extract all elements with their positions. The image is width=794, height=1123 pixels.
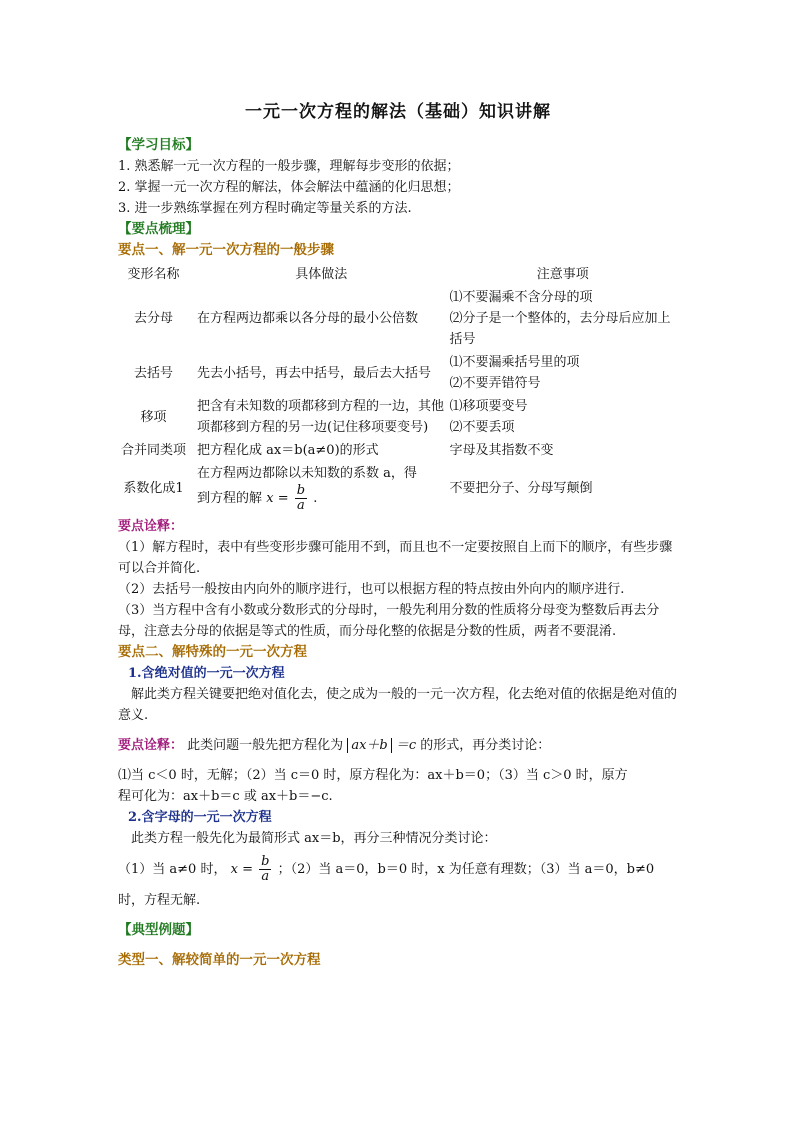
note-label: 要点诠释： [118,519,184,534]
point1-heading: 要点一、解一元一次方程的一般步骤 [118,242,334,258]
step-note: ⑵分子是一个整体的，去分母后应加上括号 [449,311,671,347]
step-method-line: 在方程两边都除以未知数的系数 a，得 [197,466,417,481]
step-notes [447,395,678,439]
case-line: ⑴当 c＜0 时，无解；（2）当 c＝0 时，原方程化为：ax＋b＝0；（3）当 c＞0 时，原方 [118,768,628,783]
sub1-note [118,735,678,756]
type1-heading: 类型一、解较简单的一元一次方程 [118,952,321,968]
step-note: ⑵不要丢项 [449,420,515,435]
step-method: 先去小括号，再去中括号，最后去大括号 [197,365,432,381]
absolute-value-expression: ax＋b [347,738,391,753]
variable-x: x [266,491,274,506]
equals-c: ＝c [395,738,417,753]
step-name: 去括号 [134,365,174,381]
step-name: 系数化成1 [123,480,184,496]
table-row [118,286,678,351]
step-notes [447,439,678,462]
step-note: ⑴不要漏乘括号里的项 [449,355,580,370]
fraction-b-over-a [259,855,271,884]
step-name: 合并同类项 [121,443,187,458]
fraction-denominator: a [261,869,270,884]
note-paragraph: （2）去括号一般按由内向外的顺序进行，也可以根据方程的特点按由外向内的顺序进行. [118,582,625,597]
step-method-line [197,484,445,513]
examples-heading: 【典型例题】 [118,922,199,938]
goals-heading: 【学习目标】 [118,137,199,153]
case-line: 程可化为：ax＋b＝c 或 ax＋b＝−c. [118,789,333,804]
sub1-heading: 1.含绝对值的一元一次方程 [128,666,285,681]
step-notes [447,462,678,514]
step-notes [447,351,678,395]
step-name: 去分母 [134,311,174,326]
step-note: 字母及其指数不变 [449,443,554,458]
fraction-numerator: b [261,854,270,869]
goal-item: 1. 熟悉解一元一次方程的一般步骤，理解每步变形的依据； [118,159,460,174]
goal-item: 3. 进一步熟练掌握在列方程时确定等量关系的方法. [118,201,412,216]
step-method [189,462,447,514]
table-row [118,439,678,462]
step-notes [447,286,678,351]
step-name: 移项 [140,409,167,425]
step-note: ⑴不要漏乘不含分母的项 [449,290,593,305]
header-cell: 注意事项 [536,267,589,282]
step-method: 在方程两边都乘以各分母的最小公倍数 [197,311,419,326]
step-note: 不要把分子、分母写颠倒 [449,480,593,496]
period: . [313,491,318,506]
note-paragraph: （1）解方程时，表中有些变形步骤可能用不到，而且也不一定要按照自上而下的顺序，有些步骤可以合并简化. [118,540,673,576]
sub2-text: 此类方程一般先化为最简形式 ax＝b，再分三种情况分类讨论： [131,831,497,846]
point2-heading: 要点二、解特殊的一元一次方程 [118,644,307,660]
fraction-denominator: a [297,498,305,513]
step-method: 把含有未知数的项都移到方程的一边，其他项都移到方程的另一边(记住移项要变号) [197,399,445,435]
step-note: ⑴移项要变号 [449,399,528,414]
table-header-row [118,263,678,286]
sub2-heading: 2.含字母的一元一次方程 [128,810,272,825]
steps-table [118,263,678,514]
table-row [118,395,678,439]
fraction-numerator: b [296,483,306,498]
note-label: 要点诠释： [118,738,184,753]
note-text: 的形式，再分类讨论： [420,738,551,753]
header-cell: 具体做法 [295,267,348,282]
variable-x: x [230,862,238,877]
note-paragraph: （3）当方程中含有小数或分数形式的分母时，一般先利用分数的性质将分母变为整数后再去分母，注意去分母的依据是等式的性质，而分母化整的依据是分数的性质，两者不要混淆. [118,603,660,639]
table-row [118,351,678,395]
fraction-b-over-a [295,484,307,513]
document-page [118,102,678,971]
page-title: 一元一次方程的解法（基础）知识讲解 [245,102,551,122]
case-line: 时，方程无解. [118,893,201,908]
solution-prefix: 到方程的解 [197,491,263,506]
sub1-text: 解此类方程关键要把绝对值化去，使之成为一般的一元一次方程，化去绝对值的依据是绝对值的意义. [118,687,678,723]
note-text: 此类问题一般先把方程化为 [187,738,344,753]
step-note: ⑵不要弄错符号 [449,376,541,391]
table-row [118,462,678,514]
summary-heading: 【要点梳理】 [118,221,199,237]
case-line [118,855,678,884]
case-text: （1）当 a≠0 时， [118,862,227,877]
equals-sign: = [242,862,253,877]
step-method: 把方程化成 ax＝b(a≠0)的形式 [197,443,379,458]
goal-item: 2. 掌握一元一次方程的解法，体会解法中蕴涵的化归思想； [118,180,460,195]
equals-sign: = [277,491,289,506]
case-text: ；（2）当 a＝0，b＝0 时，x 为任意有理数；（3）当 a＝0，b≠0 [277,862,655,877]
header-cell: 变形名称 [127,267,180,282]
